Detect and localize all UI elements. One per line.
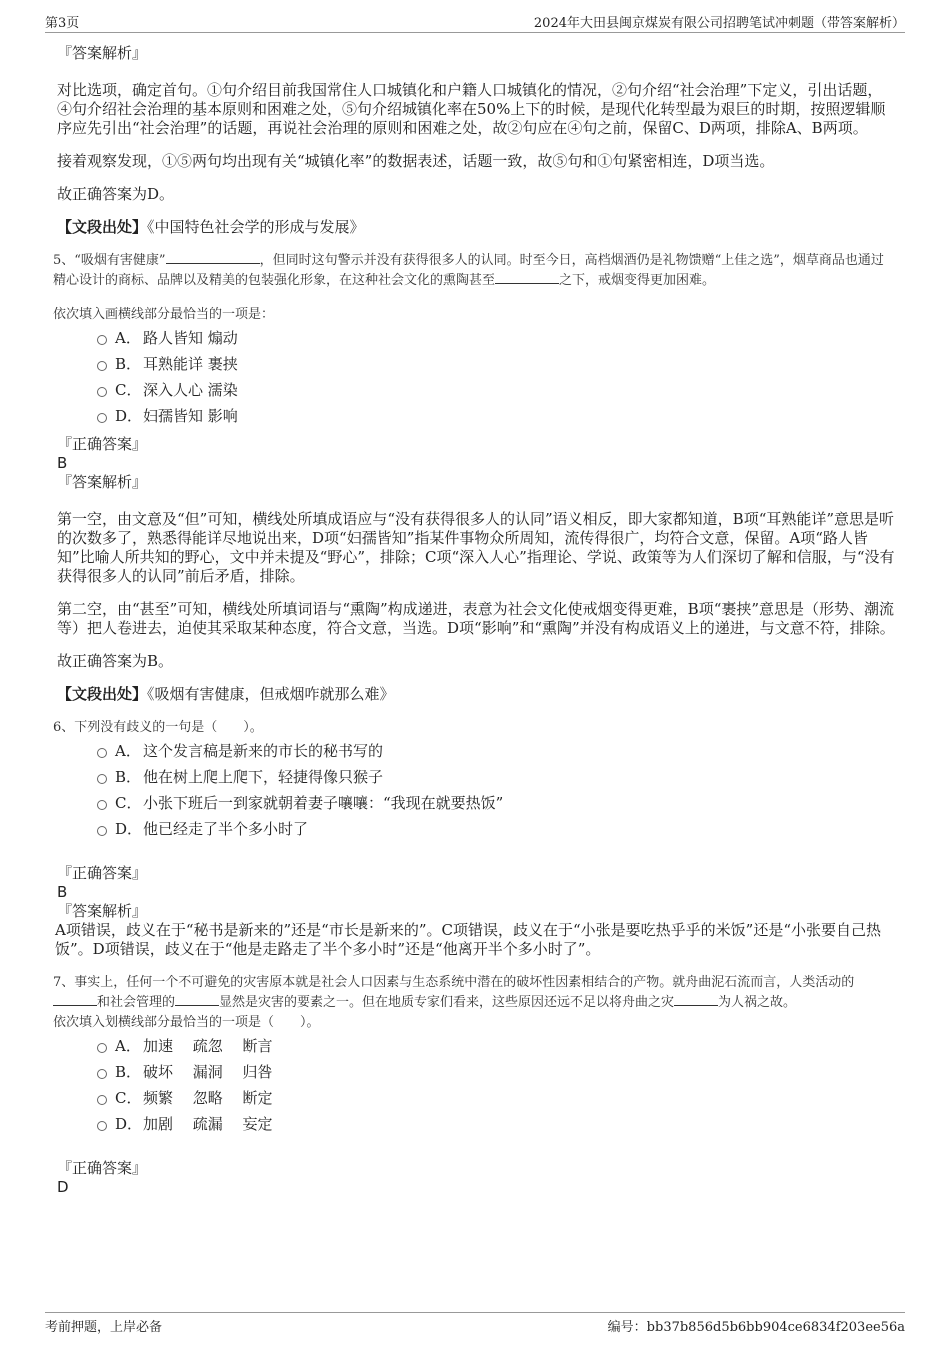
question-7-options — [57, 1033, 895, 1137]
radio-icon[interactable] — [97, 1069, 107, 1079]
question-5-options — [57, 325, 895, 429]
answer-value: D — [57, 1178, 69, 1196]
document-code: 编号：bb37b856d5b6bb904ce6834f203ee56a — [607, 1320, 905, 1335]
option-b[interactable]: B． 他在树上爬上爬下，轻捷得像只猴子 — [57, 764, 895, 790]
analysis-para: 第一空，由文意及“但”可知，横线处所填成语应与“没有获得很多人的认同”语义相反，即大家都知道，B项“耳熟能详”意思是听的次数多了，熟悉得能详尽地说出来，D项“妇孺皆知”指某件事物众所周知，流传得很广，均符合文意，保留。A项“路人皆知”比喻人所共知的野心，文中并未提及“野心”，排除；C项“深入人心”指理论、学说、政策等为人们深切了解和信服，与“没有获得很多人的认同”前后矛盾，排除。 — [57, 510, 895, 585]
radio-icon[interactable] — [97, 826, 107, 836]
intro-source — [57, 218, 895, 237]
question-5-instruction: 依次填入画横线部分最恰当的一项是： — [53, 307, 275, 322]
radio-icon[interactable] — [97, 413, 107, 423]
option-c[interactable]: C． 深入人心 濡染 — [57, 377, 895, 403]
option-d[interactable]: D．妇孺皆知 影响 — [57, 403, 895, 429]
radio-icon[interactable] — [97, 1121, 107, 1131]
fill-blank — [674, 993, 718, 1006]
q5-source: 【文段出处】《吸烟有害健康，但戒烟咋就那么难》 — [57, 685, 395, 703]
radio-icon[interactable] — [97, 1043, 107, 1053]
question-5-stem: 5、“吸烟有害健康” ，但同时这句警示并没有获得很多人的认同。时至今日，高档烟酒仍是礼物馈赠“上佳之选”，烟草商品也通过精心设计的商标、品牌以及精美的包装强化形象，在这种社会文化的熏陶甚至 之下，戒烟变得更加困难。 — [53, 253, 884, 288]
option-a[interactable]: A． 加速 疏忽 断言 — [57, 1033, 895, 1059]
option-c[interactable]: C． 小张下班后一到家就朝着妻子嚷嚷：“我现在就要热饭” — [57, 790, 895, 816]
question-7-instruction: 依次填入划横线部分最恰当的一项是（ ）。 — [53, 1015, 320, 1030]
fill-blank — [53, 993, 97, 1006]
radio-icon[interactable] — [97, 387, 107, 397]
page-footer — [45, 1312, 905, 1341]
analysis-label: 『答案解析』 — [57, 902, 148, 920]
intro-conclusion: 故正确答案为D。 — [57, 185, 175, 203]
page-number: 第3页 — [45, 16, 80, 31]
question-7-stem: 7、事实上，任何一个不可避免的灾害原本就是社会人口因素与生态系统中潜在的破坏性因素相结合的产物。就舟曲泥石流而言，人类活动的和社会管理的 显然是灾害的要素之一。但在地质专家们看来，这些原因还远不足以将舟曲之灾 为人祸之故。 — [53, 975, 855, 1010]
page-header — [45, 10, 905, 33]
answer-label: 『正确答案』 — [57, 864, 148, 882]
radio-icon[interactable] — [97, 800, 107, 810]
option-d[interactable]: D．他已经走了半个多小时了 — [57, 816, 895, 842]
option-b[interactable]: B． 破坏 漏洞 归咎 — [57, 1059, 895, 1085]
source-label: 【文段出处】 — [57, 218, 148, 236]
radio-icon[interactable] — [97, 361, 107, 371]
analysis-para: A项错误，歧义在于“秘书是新来的”还是“市长是新来的”。C项错误，歧义在于“小张是要吃热乎乎的米饭”还是“小张要自己热饭”。D项错误，歧义在于“他是走路走了半个多小时”还是“他离开半个多小时了”。 — [55, 921, 881, 958]
footer-slogan: 考前押题，上岸必备 — [45, 1320, 163, 1335]
question-6-options — [57, 738, 895, 842]
option-a[interactable]: A． 这个发言稿是新来的市长的秘书写的 — [57, 738, 895, 764]
option-c[interactable]: C． 频繁 忽略 断定 — [57, 1085, 895, 1111]
radio-icon[interactable] — [97, 335, 107, 345]
analysis-conclusion: 故正确答案为B。 — [57, 652, 174, 670]
answer-value: B — [57, 454, 68, 472]
intro-analysis-label: 『答案解析』 — [57, 44, 148, 62]
fill-blank — [166, 251, 260, 264]
option-a[interactable]: A． 路人皆知 煽动 — [57, 325, 895, 351]
radio-icon[interactable] — [97, 748, 107, 758]
analysis-para: 第二空，由“甚至”可知，横线处所填词语与“熏陶”构成递进，表意为社会文化使戒烟变得更难，B项“裹挟”意思是（形势、潮流等）把人卷进去，迫使其采取某种态度，符合文意，当选。D项“影响”和“熏陶”并没有构成语义上的递进，与文意不符，排除。 — [57, 600, 895, 637]
fill-blank — [495, 271, 559, 284]
option-b[interactable]: B． 耳熟能详 裹挟 — [57, 351, 895, 377]
analysis-label: 『答案解析』 — [57, 473, 148, 491]
radio-icon[interactable] — [97, 774, 107, 784]
option-d[interactable]: D．加剧 疏漏 妄定 — [57, 1111, 895, 1137]
fill-blank — [175, 993, 219, 1006]
intro-analysis-para: 对比选项，确定首句。①句介绍目前我国常住人口城镇化和户籍人口城镇化的情况，②句介绍“社会治理”下定义，引出话题，④句介绍社会治理的基本原则和困难之处，⑤句介绍城镇化率在50%上下的时候，是现代化转型最为艰巨的时期，按照逻辑顺序应先引出“社会治理”的话题，再说社会治理的原则和困难之处，故②句应在④句之前，保留C、D两项，排除A、B两项。 — [57, 81, 886, 137]
question-6-stem: 6、下列没有歧义的一句是（ ）。 — [53, 720, 263, 735]
answer-label: 『正确答案』 — [57, 435, 148, 453]
radio-icon[interactable] — [97, 1095, 107, 1105]
document-body — [53, 44, 895, 1197]
answer-label: 『正确答案』 — [57, 1159, 148, 1177]
answer-value: B — [57, 883, 68, 901]
intro-analysis-para: 接着观察发现，①⑤两句均出现有关“城镇化率”的数据表述，话题一致，故⑤句和①句紧密相连，D项当选。 — [57, 152, 775, 170]
document-title: 2024年大田县闽京煤炭有限公司招聘笔试冲刺题（带答案解析） — [533, 16, 905, 31]
source-title: 《中国特色社会学的形成与发展》 — [147, 218, 365, 236]
